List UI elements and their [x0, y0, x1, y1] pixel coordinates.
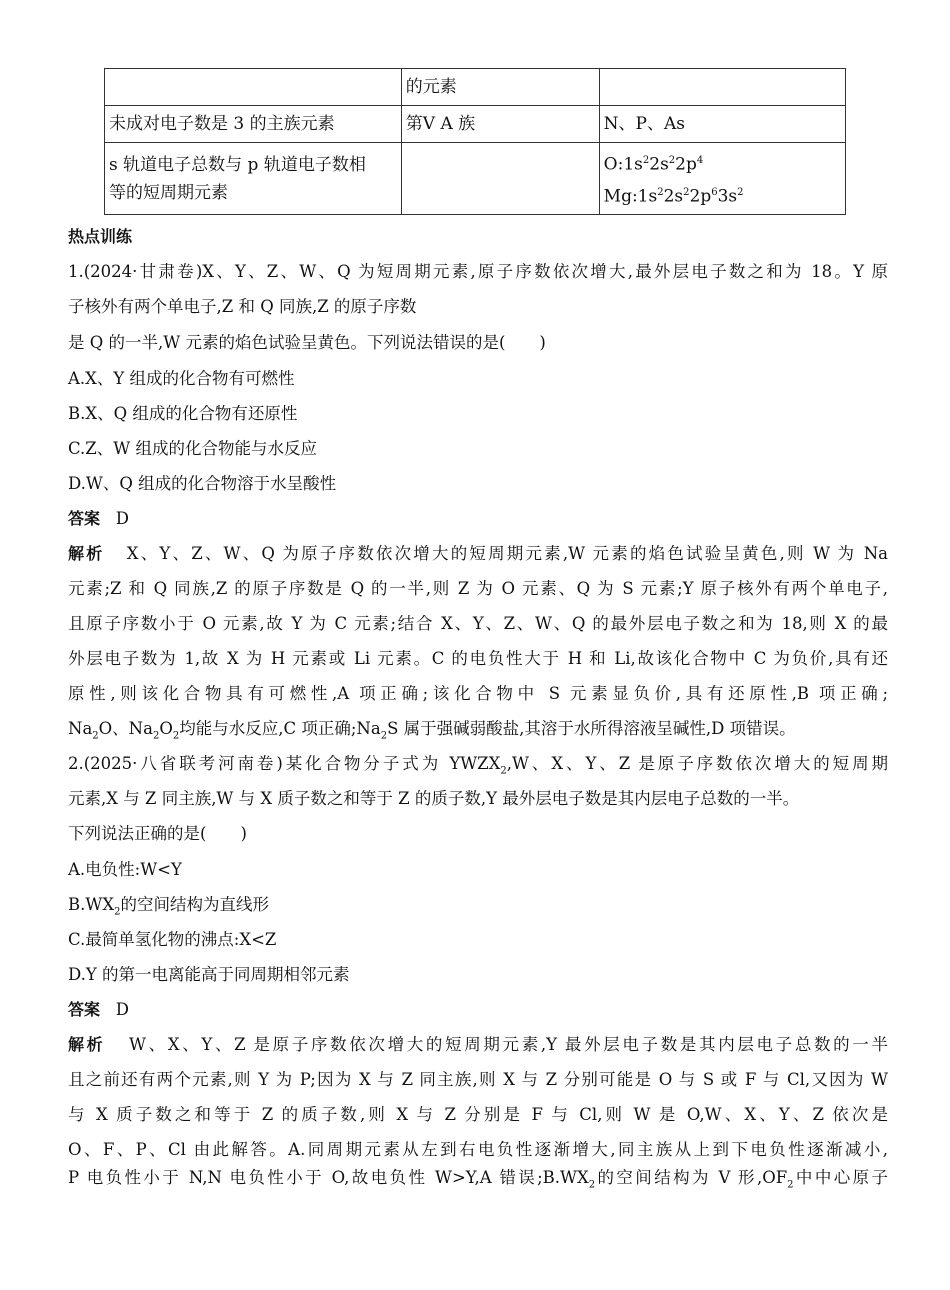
table-cell: N、P、As — [599, 106, 845, 143]
q1-analysis-line: 元素;Z 和 Q 同族,Z 的原子序数是 Q 的一半,则 Z 为 O 元素、Q 为 S 元素;Y 原子核外有两个单电子, — [68, 579, 888, 598]
q1-analysis-line: 解析 X、Y、Z、W、Q 为原子序数依次增大的短周期元素,W 元素的焰色试验呈黄色,则 W 为 Na — [68, 544, 888, 563]
q1-stem-line: 1.(2024·甘肃卷)X、Y、Z、W、Q 为短周期元素,原子序数依次增大,最外层电子数之和为 18。Y 原 — [68, 262, 888, 281]
q2-option-a: A.电负性:W<Y — [68, 860, 182, 879]
q1-option-b: B.X、Q 组成的化合物有还原性 — [68, 404, 298, 423]
table-cell: 的元素 — [401, 69, 599, 106]
q2-analysis-line: 解析 W、X、Y、Z 是原子序数依次增大的短周期元素,Y 最外层电子数是其内层电子总数的一半 — [68, 1035, 888, 1054]
q1-answer: 答案 D — [68, 509, 129, 528]
q2-answer: 答案 D — [68, 1000, 129, 1019]
q1-stem-line: 子核外有两个单电子,Z 和 Q 同族,Z 的原子序数 — [68, 297, 417, 316]
q1-analysis-line: 外层电子数为 1,故 X 为 H 元素或 Li 元素。C 的电负性大于 H 和 Li,故该化合物中 C 为负价,具有还 — [68, 649, 888, 668]
q2-analysis-line: 且之前还有两个元素,则 Y 为 P;因为 X 与 Z 同主族,则 X 与 Z 分别可能是 O 与 S 或 F 与 Cl,又因为 W — [68, 1070, 888, 1089]
q1-analysis-line: 且原子序数小于 O 元素,故 Y 为 C 元素;结合 X、Y、Z、W、Q 的最外层电子数之和为 18,则 X 的最 — [68, 614, 888, 633]
q2-option-c: C.最简单氢化物的沸点:X<Z — [68, 930, 277, 949]
q1-stem-line: 是 Q 的一半,W 元素的焰色试验呈黄色。下列说法错误的是( ) — [68, 333, 546, 352]
table-cell — [599, 143, 845, 215]
table-cell — [599, 69, 845, 106]
q1-option-c: C.Z、W 组成的化合物能与水反应 — [68, 439, 317, 458]
cell-line: s 轨道电子总数与 p 轨道电子数相 — [109, 154, 366, 175]
q2-stem-line: 下列说法正确的是( ) — [68, 824, 247, 843]
table-cell — [105, 69, 402, 106]
q2-analysis-line: 与 X 质子数之和等于 Z 的质子数,则 X 与 Z 分别是 F 与 Cl,则 W 是 O,W、X、Y、Z 依次是 — [68, 1105, 888, 1124]
table-cell — [105, 143, 402, 215]
table-cell: 未成对电子数是 3 的主族元素 — [105, 106, 402, 143]
q1-analysis-line: 原性,则该化合物具有可燃性,A 项正确;该化合物中 S 元素显负价,具有还原性,B 项正确; — [68, 684, 888, 703]
section-title: 热点训练 — [68, 227, 133, 246]
table-row — [105, 69, 846, 106]
q1-analysis-line: $Na_2O$、$Na_2O_2$均能与水反应,C 项正确$;Na_2S$ 属于强碱弱酸盐,其溶于水所得溶液呈碱性,D 项错误。 — [68, 719, 796, 742]
q2-analysis-line: O、F、P、Cl 由此解答。A.同周期元素从左到右电负性逐渐增大,同主族从上到下电负性逐渐减小, — [68, 1140, 888, 1159]
q2-option-b: $B.WX_2$的空间结构为直线形 — [68, 895, 269, 918]
q1-option-d: D.W、Q 组成的化合物溶于水呈酸性 — [68, 474, 337, 493]
table-cell — [401, 143, 599, 215]
q2-analysis-line: P 电负性小于 N,N 电负性小于 O,故电负性 W>Y,A 错误$;B.WX_2$的空间结构为 V 形$,OF_2$中中心原子 — [68, 1168, 888, 1191]
q2-option-d: D.Y 的第一电离能高于同周期相邻元素 — [68, 965, 350, 984]
cell-line: 等的短周期元素 — [109, 182, 228, 203]
table-row — [105, 143, 846, 215]
q2-stem-line: 2.(2025·八省联考河南卷)某化合物分子式为 $YWZX_2,W$、X、Y、Z 是原子序数依次增大的短周期 — [68, 754, 888, 777]
table-cell: 第Ⅴ A 族 — [401, 106, 599, 143]
electron-config-mg: $Mg:1s^22s^22p^63s^2$ — [603, 186, 744, 207]
q2-stem-line: 元素,X 与 Z 同主族,W 与 X 质子数之和等于 Z 的质子数,Y 最外层电子数是其内层电子总数的一半。 — [68, 789, 800, 808]
table-row — [105, 106, 846, 143]
electron-config-o: $O:1s^22s^22p^4$ — [603, 154, 704, 175]
element-table — [104, 68, 846, 215]
q1-option-a: A.X、Y 组成的化合物有可燃性 — [68, 369, 295, 388]
